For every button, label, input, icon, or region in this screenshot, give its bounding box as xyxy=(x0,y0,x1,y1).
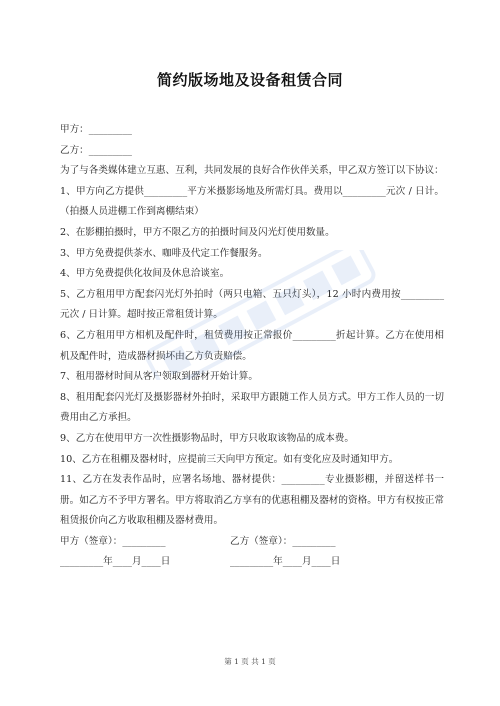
clause-3: 3、甲方免费提供茶水、咖啡及代定工作餐服务。 xyxy=(60,247,268,259)
party-a-signature: 甲方（签章）：_________ xyxy=(60,535,166,547)
party-b-date: _________年____月____日 xyxy=(230,556,341,568)
party-b-line: 乙方：_________ xyxy=(60,144,132,156)
party-a-date: _________年____月____日 xyxy=(60,556,171,568)
preamble: 为了与各类媒体建立互惠、互利，共同发展的良好合作伙伴关系，甲乙双方签订以下协议： xyxy=(60,165,444,177)
clause-2: 2、在影棚拍摄时，甲方不限乙方的拍摄时间及闪光灯使用数量。 xyxy=(60,226,335,238)
party-a-line: 甲方：_________ xyxy=(60,124,132,135)
clause-7: 7、租用器材时间从客户领取到器材开始计算。 xyxy=(60,371,258,383)
document-title: 简约版场地及设备租赁合同 xyxy=(156,71,343,89)
clause-6: 6、乙方租用甲方相机及配件时，租赁费用按正常报价_________折起计算。乙方在使用相机及配件时，造成器材损坏由乙方负责赔偿。 xyxy=(60,329,444,362)
contract-body xyxy=(60,120,444,573)
clause-10: 10、乙方在租棚及器材时，应提前三天向甲方预定。如有变化应及时通知甲方。 xyxy=(60,453,399,465)
clause-9: 9、乙方在使用甲方一次性摄影物品时，甲方只收取该物品的成本费。 xyxy=(60,432,354,444)
party-b-signature: 乙方（签章）：_________ xyxy=(230,535,336,547)
signature-row xyxy=(60,532,444,553)
clause-5: 5、乙方租用甲方配套闪光灯外拍时（两只电箱、五只灯头），12 小时内费用按_________元次 / 日计算。超时按正常租赁计算。 xyxy=(60,288,444,321)
page-footer: 第 1 页 共 1 页 xyxy=(224,657,276,666)
clause-1: 1、甲方向乙方提供_________平方米摄影场地及所需灯具。费用以_________元次 / 日计。（拍摄人员进棚工作到离棚结束） xyxy=(60,185,444,218)
clause-4: 4、甲方免费提供化妆间及休息洽谈室。 xyxy=(60,268,230,280)
clause-11: 11、乙方在发表作品时，应署名场地、器材提供：_________专业摄影棚，并留送样书一册。如乙方不予甲方署名。甲方将取消乙方享有的优惠租棚及器材的资格。甲方有权按正常租赁报价向乙方收取租棚及器材费用。 xyxy=(60,474,444,527)
clause-8: 8、租用配套闪光灯及摄影器材外拍时，采取甲方跟随工作人员方式。甲方工作人员的一切费用由乙方承担。 xyxy=(60,391,444,424)
date-row xyxy=(60,552,444,573)
